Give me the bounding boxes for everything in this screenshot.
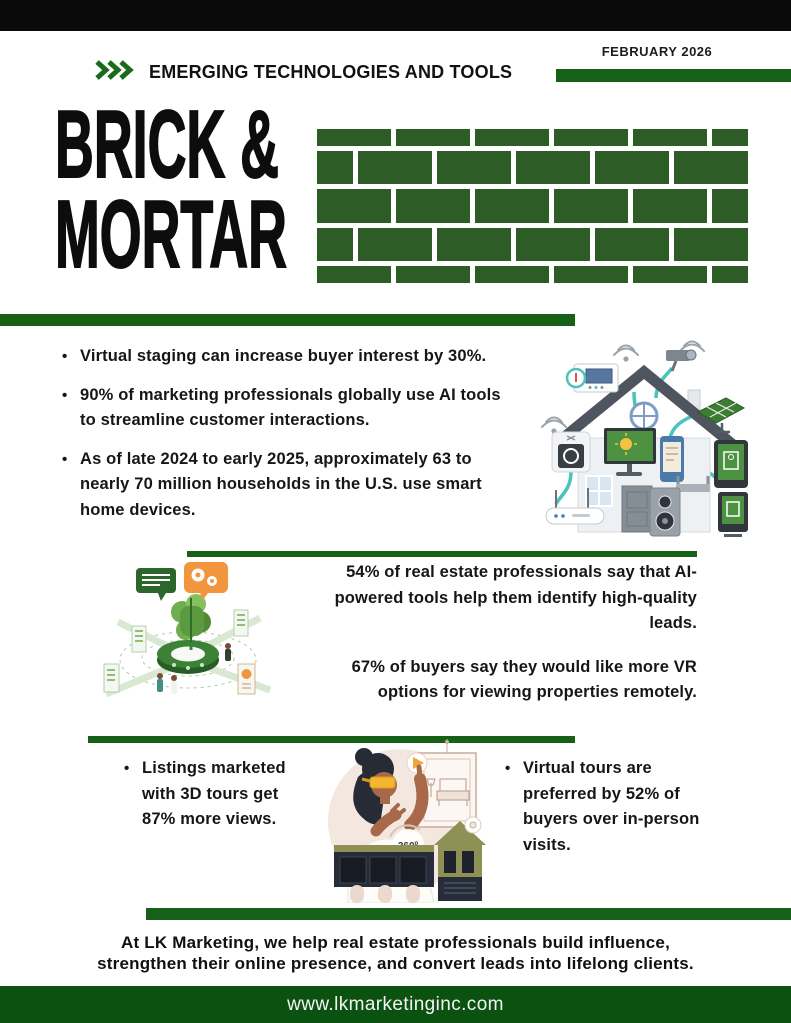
- smart-display-icon: [718, 492, 748, 537]
- stat-paragraph: 67% of buyers say they would like more VR options for viewing properties remotely.: [351, 657, 697, 702]
- brick: [595, 228, 669, 261]
- brick: [396, 189, 470, 223]
- brick-pattern-graphic: [317, 129, 751, 288]
- vr-tour-illustration: [320, 733, 488, 908]
- footer-accent-bar: [146, 908, 791, 920]
- brick: [358, 151, 432, 184]
- top-stats-list: [58, 344, 510, 536]
- brick: [475, 189, 549, 223]
- divider-rule-2: [187, 551, 697, 557]
- footer-band: [0, 986, 791, 1023]
- website-url: www.lkmarketinginc.com: [287, 993, 504, 1015]
- brick: [437, 151, 511, 184]
- brick: [712, 189, 748, 223]
- brick: [554, 189, 628, 223]
- mid-stats-block: [292, 560, 697, 724]
- title-line-1: BRICK &: [55, 91, 279, 198]
- closing-line-1: At LK Marketing, we help real estate professionals build influence,: [120, 933, 671, 952]
- title-line-2: MORTAR: [55, 181, 287, 288]
- kicker-heading: EMERGING TECHNOLOGIES AND TOOLS: [149, 61, 513, 82]
- brick: [317, 129, 391, 146]
- brick: [633, 189, 707, 223]
- date-underline-bar: [556, 69, 791, 82]
- top-black-bar: [0, 0, 791, 31]
- stat-item: • Virtual staging can increase buyer interest by 30%.: [58, 344, 510, 370]
- brick: [674, 228, 748, 261]
- brick: [475, 266, 549, 283]
- chat-bubble-icon: [136, 568, 176, 601]
- smart-tablet-icon: [714, 440, 748, 488]
- brick: [516, 151, 590, 184]
- brick: [317, 266, 391, 283]
- stat-paragraph: 54% of real estate professionals say that AI-powered tools help them identify high-quality leads.: [334, 563, 697, 633]
- brick: [633, 129, 707, 146]
- brick: [475, 129, 549, 146]
- stat-item: • As of late 2024 to early 2025, approximately 63 to nearly 70 million households in the U.S. use smart home devices.: [58, 447, 510, 524]
- brick: [712, 266, 748, 283]
- brick: [437, 228, 511, 261]
- divider-rule-1: [0, 314, 575, 326]
- triple-chevron-icon: [94, 59, 136, 86]
- smart-home-illustration: [538, 338, 750, 543]
- smart-phone-icon: [660, 436, 684, 482]
- closing-line-2: strengthen their online presence, and convert leads into lifelong clients.: [97, 954, 694, 973]
- brick: [554, 266, 628, 283]
- stat-item: • 90% of marketing professionals globally use AI tools to streamline customer interactions.: [58, 383, 510, 434]
- thermostat-icon: [567, 364, 618, 392]
- smart-speaker-icon: [552, 432, 590, 472]
- brick: [317, 189, 391, 223]
- closing-message: [0, 932, 791, 974]
- stat-3d-tours: • Listings marketed with 3D tours get 87% more views.: [122, 756, 304, 833]
- gears-bubble-icon: [184, 562, 228, 600]
- brick: [358, 228, 432, 261]
- stat-virtual-tours: • Virtual tours are preferred by 52% of buyers over in-person visits.: [503, 756, 719, 858]
- brick: [396, 129, 470, 146]
- brick: [317, 228, 353, 261]
- brick: [396, 266, 470, 283]
- speaker-icon: [650, 488, 680, 536]
- brick: [595, 151, 669, 184]
- issue-date: FEBRUARY 2026: [601, 44, 713, 59]
- brick: [554, 129, 628, 146]
- brick: [674, 151, 748, 184]
- brick: [516, 228, 590, 261]
- platform-ring-icon: [157, 640, 219, 674]
- ai-network-illustration: [88, 560, 288, 723]
- brick: [712, 129, 748, 146]
- brick: [633, 266, 707, 283]
- brick: [317, 151, 353, 184]
- kicker-row: [94, 59, 512, 85]
